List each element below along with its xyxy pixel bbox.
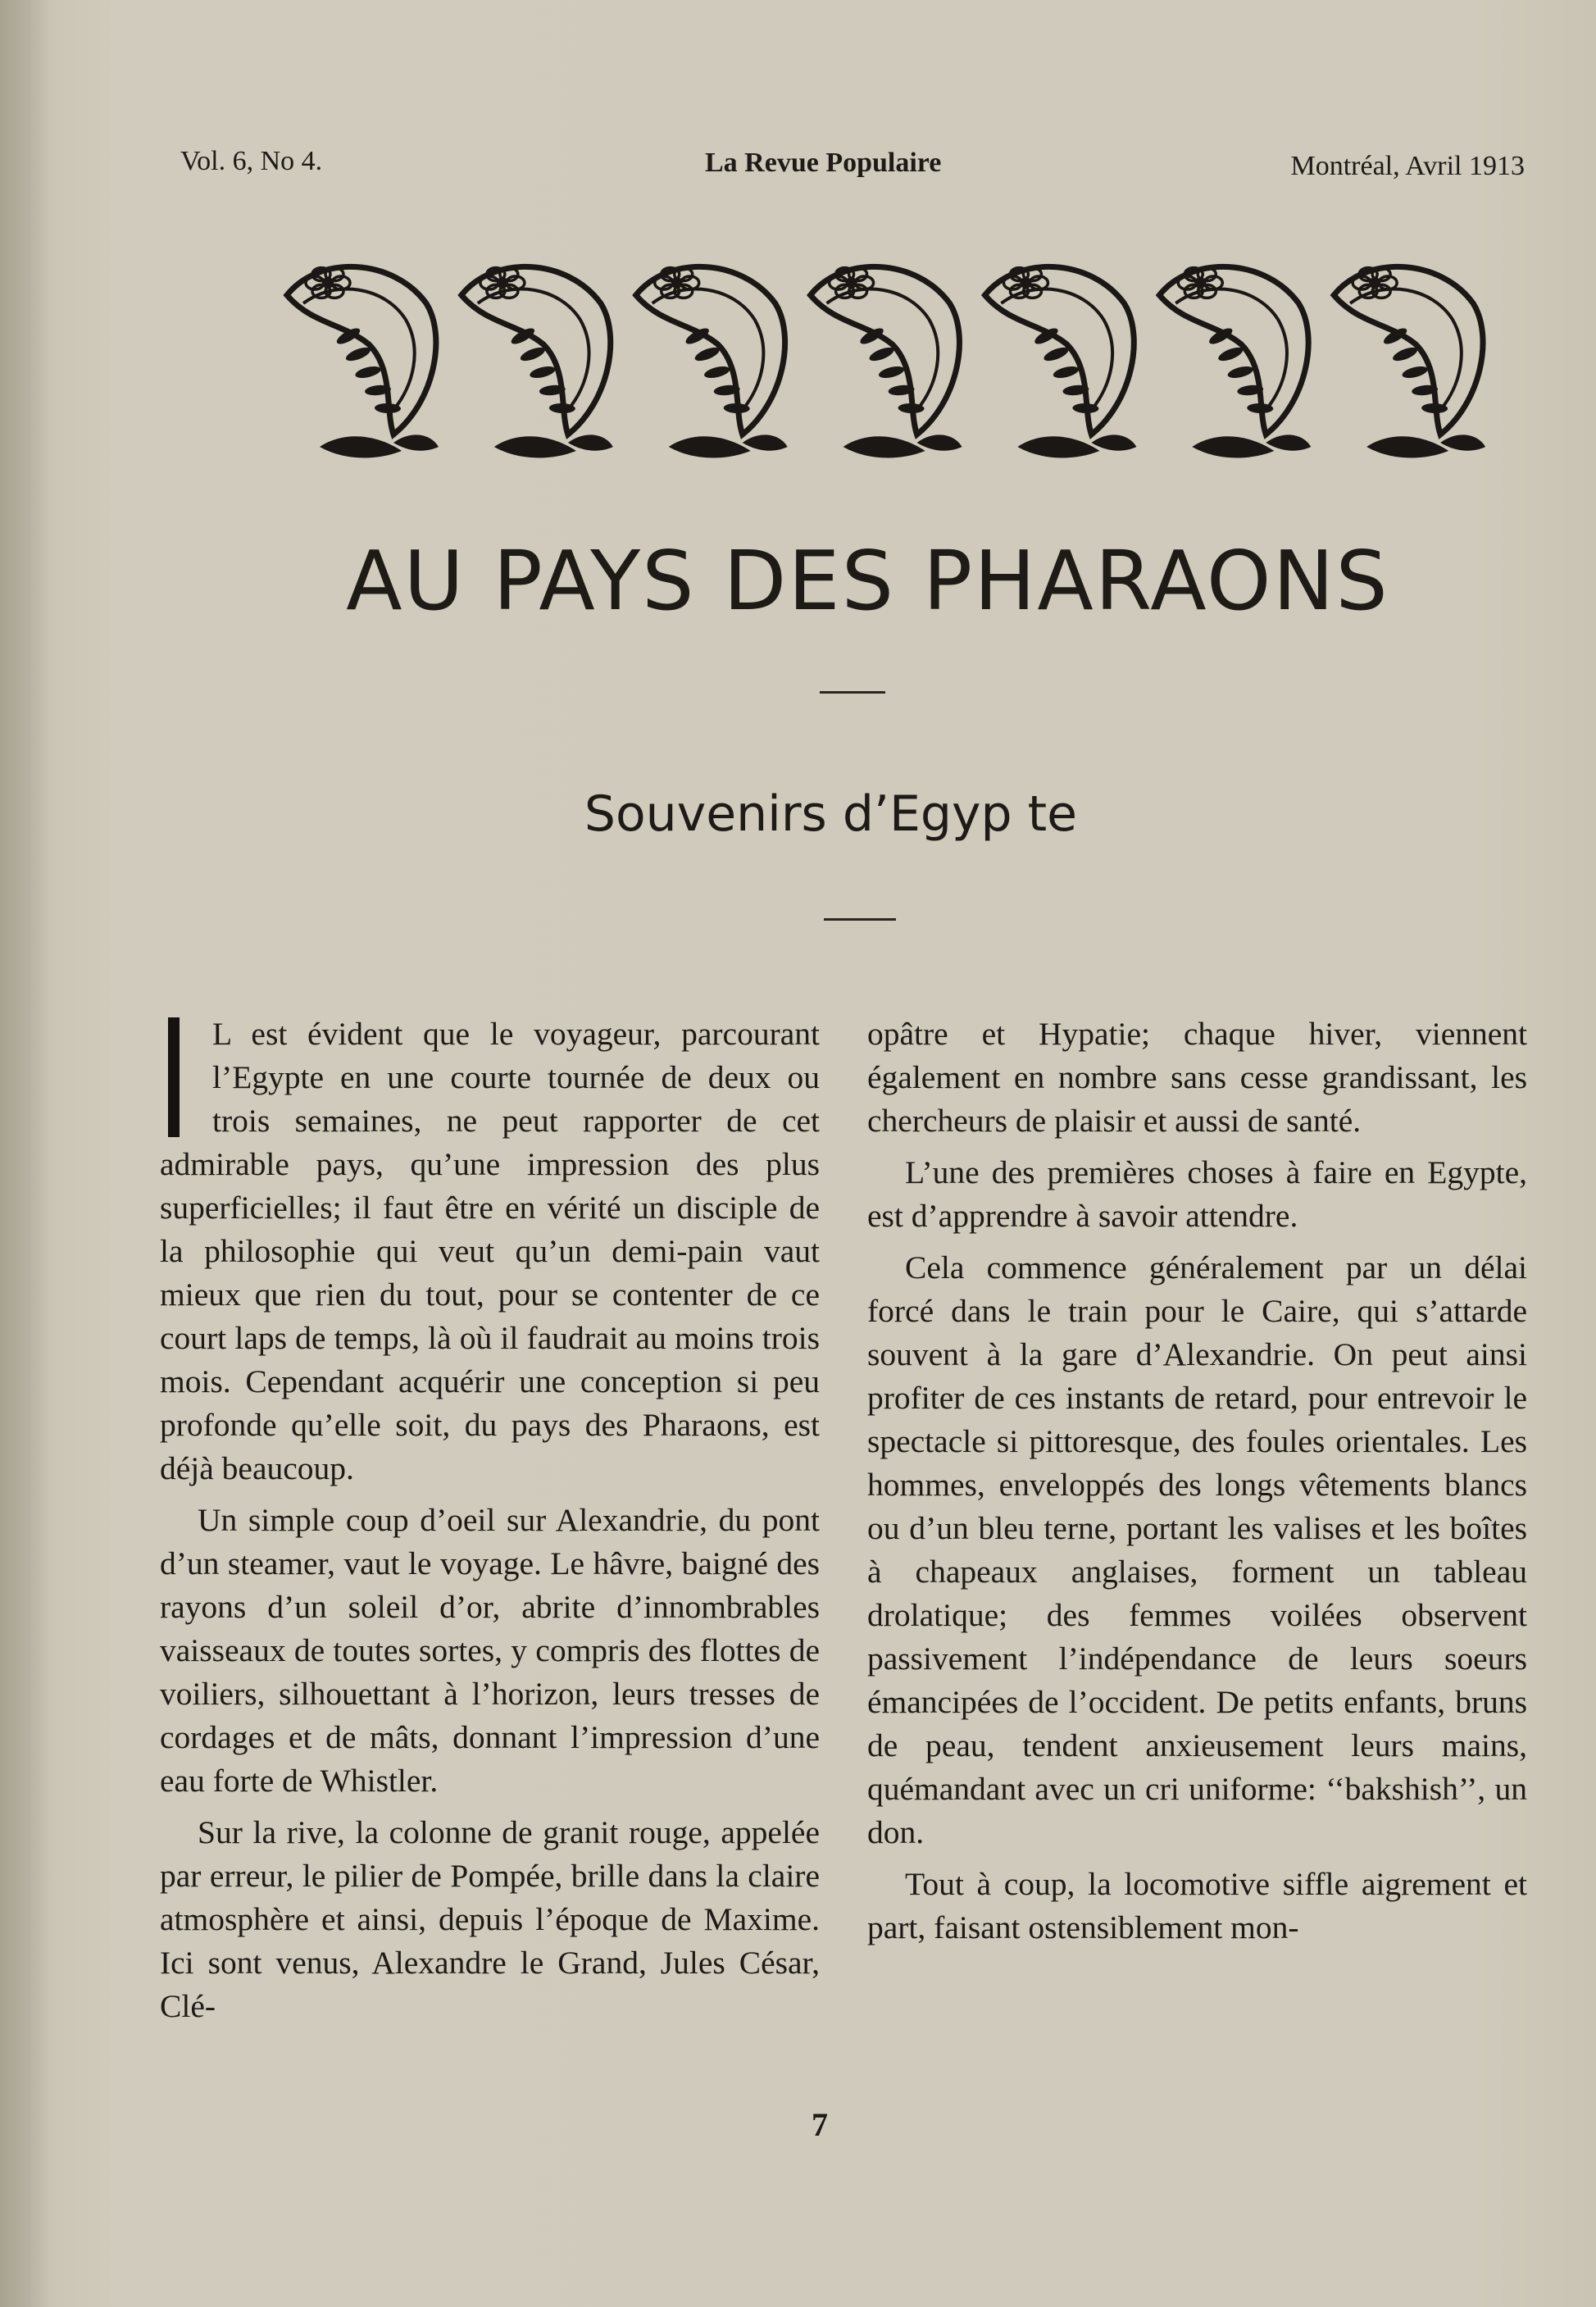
page-fold-shadow (0, 0, 49, 2307)
floral-frieze-ornament-icon (271, 246, 1492, 484)
frieze-motif (636, 266, 788, 457)
title-divider (820, 691, 885, 694)
article-column-right (867, 1012, 1527, 1958)
article-paragraph: Sur la rive, la colonne de granit rouge, appelée par erreur, le pilier de Pompée, brille dans la claire atmosphère et ainsi, depuis l’époque de Maxime. Ici sont venus, Alexandre le Grand, Jules César, Clé- (160, 1814, 820, 2024)
frieze-motif (1334, 266, 1485, 457)
article-subtitle: Souvenirs d’Egyp te (584, 785, 1078, 843)
publication-name: La Revue Populaire (705, 148, 942, 178)
frieze-motif (984, 266, 1136, 457)
drop-cap-initial (168, 1017, 180, 1137)
frieze-motif (1159, 266, 1311, 457)
frieze-motif (287, 266, 439, 457)
volume-number: Vol. 6, No 4. (180, 146, 323, 176)
article-paragraph: opâtre et Hypatie; chaque hiver, viennent également en nombre sans cesse grandissant, les chercheurs de plaisir et aussi de santé. (867, 1016, 1527, 1139)
page-number: 7 (812, 2106, 828, 2143)
article-paragraph: Tout à coup, la locomotive siffle aigrement et part, faisant ostensiblement mon- (867, 1866, 1527, 1945)
article-paragraph: L est évident que le voyageur, parcourant l’Egypte en une courte tournée de deux ou trois semaines, ne peut rapporter de cet admirable pays, qu’une impression des plus superficielles; il faut être en vérité un disciple de la philosophie qui veut qu’un demi-pain vaut mieux que rien du tout, pour se contenter de ce court laps de temps, là où il faudrait au moins trois mois. Cependant acquérir une conception si peu profonde qu’elle soit, du pays des Pharaons, est déjà beaucoup. (160, 1016, 820, 1486)
article-title: AU PAYS DES PHARAONS (346, 533, 1389, 629)
place-and-date: Montréal, Avril 1913 (1290, 151, 1525, 181)
article-paragraph: L’une des premières choses à faire en Egypte, est d’apprendre à savoir attendre. (867, 1154, 1527, 1234)
frieze-motif (811, 266, 962, 457)
subtitle-divider (824, 918, 896, 921)
article-paragraph: Cela commence généralement par un délai forcé dans le train pour le Caire, qui s’attarde souvent à la gare d’Alexandrie. On peut ainsi profiter de ces instants de retard, pour entrevoir le spectacle si pittoresque, des foules orientales. Les hommes, enveloppés des longs vêtements blancs ou d’un bleu terne, portant les valises et les boîtes à chapeaux anglaises, forment un tableau drolatique; des femmes voilées observent passivement l’indépendance de leurs soeurs émancipées de l’occident. De petits enfants, bruns de peau, tendent anxieusement leurs mains, quémandant avec un cri uniforme: ‘‘bakshish’’, un don. (867, 1249, 1527, 1850)
article-paragraph: Un simple coup d’oeil sur Alexandrie, du pont d’un steamer, vaut le voyage. Le hâvre, baigné des rayons d’un soleil d’or, abrite d’innombrables vaisseaux de toutes sortes, y compris des flottes de voiliers, silhouettant à l’horizon, leurs tresses de cordages et de mâts, donnant l’impression d’une eau forte de Whistler. (160, 1502, 820, 1799)
running-header (180, 146, 1525, 187)
frieze-motif (462, 266, 613, 457)
article-column-left (160, 1012, 820, 2036)
